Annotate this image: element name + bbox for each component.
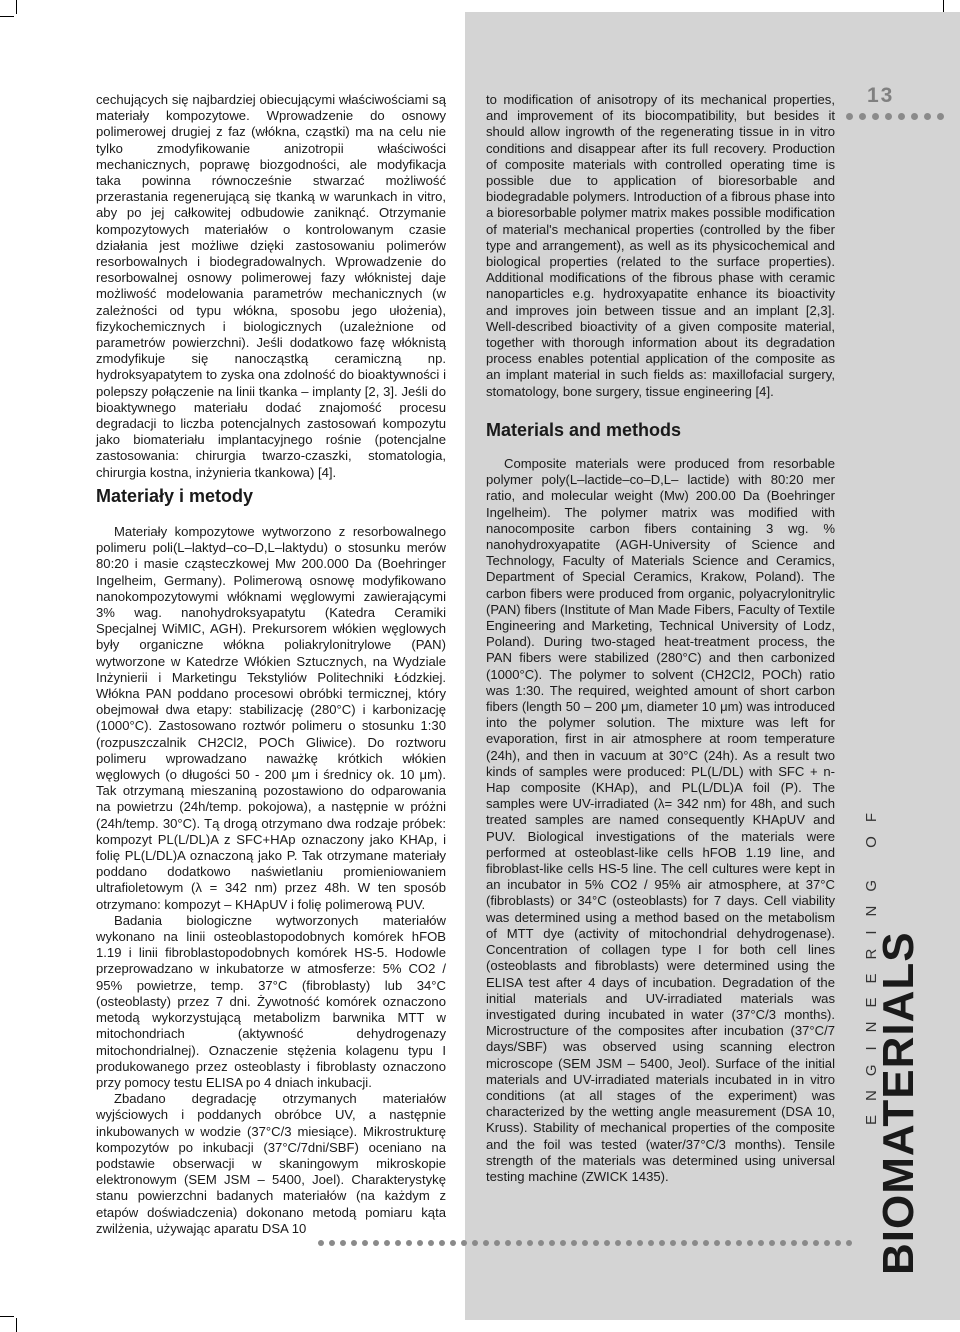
left-methods-paragraph-2: Badania biologiczne wytworzonych materiałów wykonano na linii osteoblastopodobnych komórek hFOB 1.19 i linii fibroblastopodobnych komórek HS-5. Hodowle przeprowadzano w inkubatorze w atmosferze: 5% CO2 / 95% powietrze, temp. 37°C (fibroblasty) lub 34°C (osteoblasty) przez 7 dni. Żywotność komórek oznaczono metodą wykorzystującą metabolizm barwnika MTT w mitochondriach (aktywność dehydrogenazy mitochondrialnej). Oznaczenie stężenia kolagenu typu I produkowanego przez osteoblasty i fibroblasty oznaczono przy pomocy testu ELISA po 4 dniach inkubacji. [96,912,446,1090]
right-column-intro [486,92,835,400]
left-column-methods [96,524,446,1237]
journal-logo [855,798,923,1275]
crop-mark [0,16,14,17]
right-intro-paragraph: to modification of anisotropy of its mechanical properties, and improvement of its biocompatibility, but besides it should allow ingrowth of the regenerating tissue in in vitro conditions and disappear after its full recovery. Production of composite materials with controlled operating time is possible due to application of bioresorbable and biodegradable polymers. Introduction of a fibrous phase into a bioresorbable polymer matrix makes possible modification of material's mechanical properties (controlled by the fiber type and arrangement), as well as its physicochemical and biological properties (related to the surface properties). Additional modifications of the fibrous phase with ceramic nanoparticles e.g. hydroxyapatite enhance its bioactivity and improves join between tissue and an implant [2,3]. Well-described bioactivity of a given composite material, together with thorough information about its degradation process enables potential application of the composite as an implant material in such fields as: maxillofacial surgery, stomatology, bone surgery, tissue engineering [4]. [486,92,835,399]
journal-logo-title: BIOMATERIALS [874,931,923,1275]
decorative-dots-bottom [318,1240,852,1246]
right-column-methods [486,456,835,1185]
left-intro-paragraph: cechujących się najbardziej obiecującymi właściwościami są materiały kompozytowe. Wprowadzenie do osnowy polimerowej drugiej z faz (włókna, cząstki) ma na celu nie tylko zmodyfikowanie anizotropii właściwości mechanicznych, poprawę biozgodności, ale modyfikacja taka powinna równocześnie stwarzać możliwość przerastania regenerującą się tkanką w warunkach in vitro, aby po jej całkowitej odbudowie zaniknąć. Otrzymanie kompozytowych materiałów o kontrolowanym czasie działania jest możliwe dzięki zastosowaniu polimerów resorbowalnych i biodegradowalnych. Wprowadzenie do resorbowalnej osnowy polimerowej fazy włóknistej daje możliwość modelowania parametrów mechanicznych (w zależności od typu włókna, sposobu jego ułożenia), fizykochemicznych i biologicznych (uzależnione od parametrów powierzchni). Jeśli dodatkowo fazę włóknistą zmodyfikuje się nanocząstką ceramiczną np. hydroksyapatytem to zyska ona zdolność do bioaktywności i polepszy połączenie na linii tkanka – implanty [2, 3]. Jeśli do bioaktywnego materiału dodać znajomość procesu degradacji to liczba potencjalnych zastosowań kompozytu jako biomateriału implantacyjnego rośnie (potencjalne zastosowania: chirurgia twarzo-czaszki, stomatologia, chirurgia kostna, inżynieria tkankowa) [4]. [96,92,446,480]
page-number: 13 [867,84,895,107]
left-column-intro [96,92,446,481]
left-section-heading: Materiały i metody [96,486,254,506]
right-section-heading: Materials and methods [486,420,682,440]
right-methods-paragraph: Composite materials were produced from resorbable polymer poly(L–lactide–co–D,L– lactide) with 80:20 mer ratio, and molecular weight (Mw) 200.00 Da (Boehringer Ingelheim). The polymer matrix was modified with nanocomposite carbon fibers containing 3 wg. % nanohydroxyapatite (AGH-University of Science and Technology, Faculty of Materials Science and Ceramics, Department of Special Ceramics, Krakow, Poland). The carbon fibers were produced from organic, polyacrylonitrylic (PAN) fibers (Institute of Man Made Fibers, Faculty of Textile Engineering and Marketing, Technical University of Lodz, Poland). During two-staged heat-treatment process, the PAN fibers were stabilized (280°C) and then carbonized (1000°C). The polymer to solvent (CH2Cl2, POCh) ratio was 1:30. The required, weighted amount of short carbon fibers (length 50 – 200 μm, diameter 10 μm) was introduced into the polymer solution. The mixture was left for evaporation, first in air atmosphere at room temperature (24h), and then in vacuum at 30°C (24h). As a result two kinds of samples were produced: PL(L/DL) with SFC + n-Hap composite (KHAp), and PL(L/DL)A foil (P). The samples were UV-irradiated (λ= 342 nm) for 48h, and such treated samples are named consequently KHApUV and PUV. Biological investigations of the materials were performed at osteoblast-like cells hFOB 1.19 line, and fibroblast-like cells HS-5 line. The cell cultures were kept in an incubator in 5% CO2 / 95% air atmosphere, at 37°C (fibroblasts) or 34°C (osteoblasts) for 7 days. Cell viability was determined using a method based on the metabolism of MTT dye (activity of mitochondrial dehydrogenase). Concentration of collagen type I for both cell lines (osteoblasts and fibroblasts) were determined using the ELISA test after 4 days of incubation. Degradation of the initial materials and UV-irradiated materials was investigated during incubated in water (37°C/3 months). Microstructure of the composites after incubation (37°C/7 days/SBF) was observed using scanning electron microscope (SEM JSM – 5400, Jeol). Surface of the initial materials and UV-irradiated materials incubated in in vitro conditions (at all stages of the experiment) was characterized by the wetting angle measurement (DSA 10, Kruss). Stability of mechanical properties of the composite and the foil was tested (water/37°C/3 months). Tensile strength of the materials was determined using universal testing machine (ZWICK 1435). [486,456,835,1184]
left-methods-paragraph-3: Zbadano degradację otrzymanych materiałów wyjściowych i poddanych obróbce UV, a następnie inkubowanych w wodzie (37°C/3 miesiące). Mikrostrukturę kompozytów po inkubacji (37°C/7dni/SBF) oceniano na podstawie obserwacji w skaningowym mikroskopie elektronowym (SEM JSM – 5400, Joel). Charakterystykę stanu powierzchni badanych materiałów (na każdym z etapów doświadczenia) dokonano metodą pomiaru kąta zwilżenia, używając aparatu DSA 10 [96,1091,446,1236]
crop-mark [16,1318,17,1332]
decorative-dots-top [846,113,944,120]
left-methods-paragraph-1: Materiały kompozytowe wytworzono z resorbowalnego polimeru poli(L–laktyd–co–D,L–laktydu) o stosunku merów 80:20 i masie cząsteczkowej Mw 200.000 Da (Boehringer Ingelheim, Germany). Polimerową osnowę modyfikowano nanokompozytowymi włóknami węglowymi zawierającymi 3% wag. nanohydroksyapatytu (Katedra Ceramiki Specjalnej WiMIC, AGH). Prekursorem włókien węglowych były organiczne włókna poliakrylonitrylowe (PAN) wytworzone w Katedrze Włókien Sztucznych, na Wydziale Inżynierii i Marketingu Tekstyliów Politechniki Łódzkiej. Włókna PAN poddano procesowi obróbki termicznej, który obejmował dwa etapy: stabilizację (280°C) i karbonizację (1000°C). Zastosowano roztwór polimeru o stosunku 1:30 (rozpuszczalnik CH2Cl2, POCh Gliwice). Do roztworu polimeru wprowadzano naważkę krótkich włókien węglowych (o długości 50 - 200 μm i średnicy ok. 10 μm). Tak otrzymaną mieszaniną pozostawiono do odparowania na powietrzu (24h/temp. pokojowa), a następnie w próżni (24h/temp. 30°C). Tą drogą otrzymano dwa rodzaje próbek: kompozyt PL(L/DL)A z SFC+HAp oznaczony jako KHAp, i folię PL(L/DL)A oznaczoną jako P. Tak otrzymane materiały poddano dodatkowo naświetlaniu promieniowaniem ultrafioletowym (λ = 342 nm) przez 48h. W ten sposób otrzymano: kompozyt – KHApUV i folię polimerową PUV. [96,524,446,912]
crop-mark [0,1316,14,1317]
crop-mark [16,0,17,14]
journal-logo-subtitle: ENGINEERING OF [863,798,880,1125]
